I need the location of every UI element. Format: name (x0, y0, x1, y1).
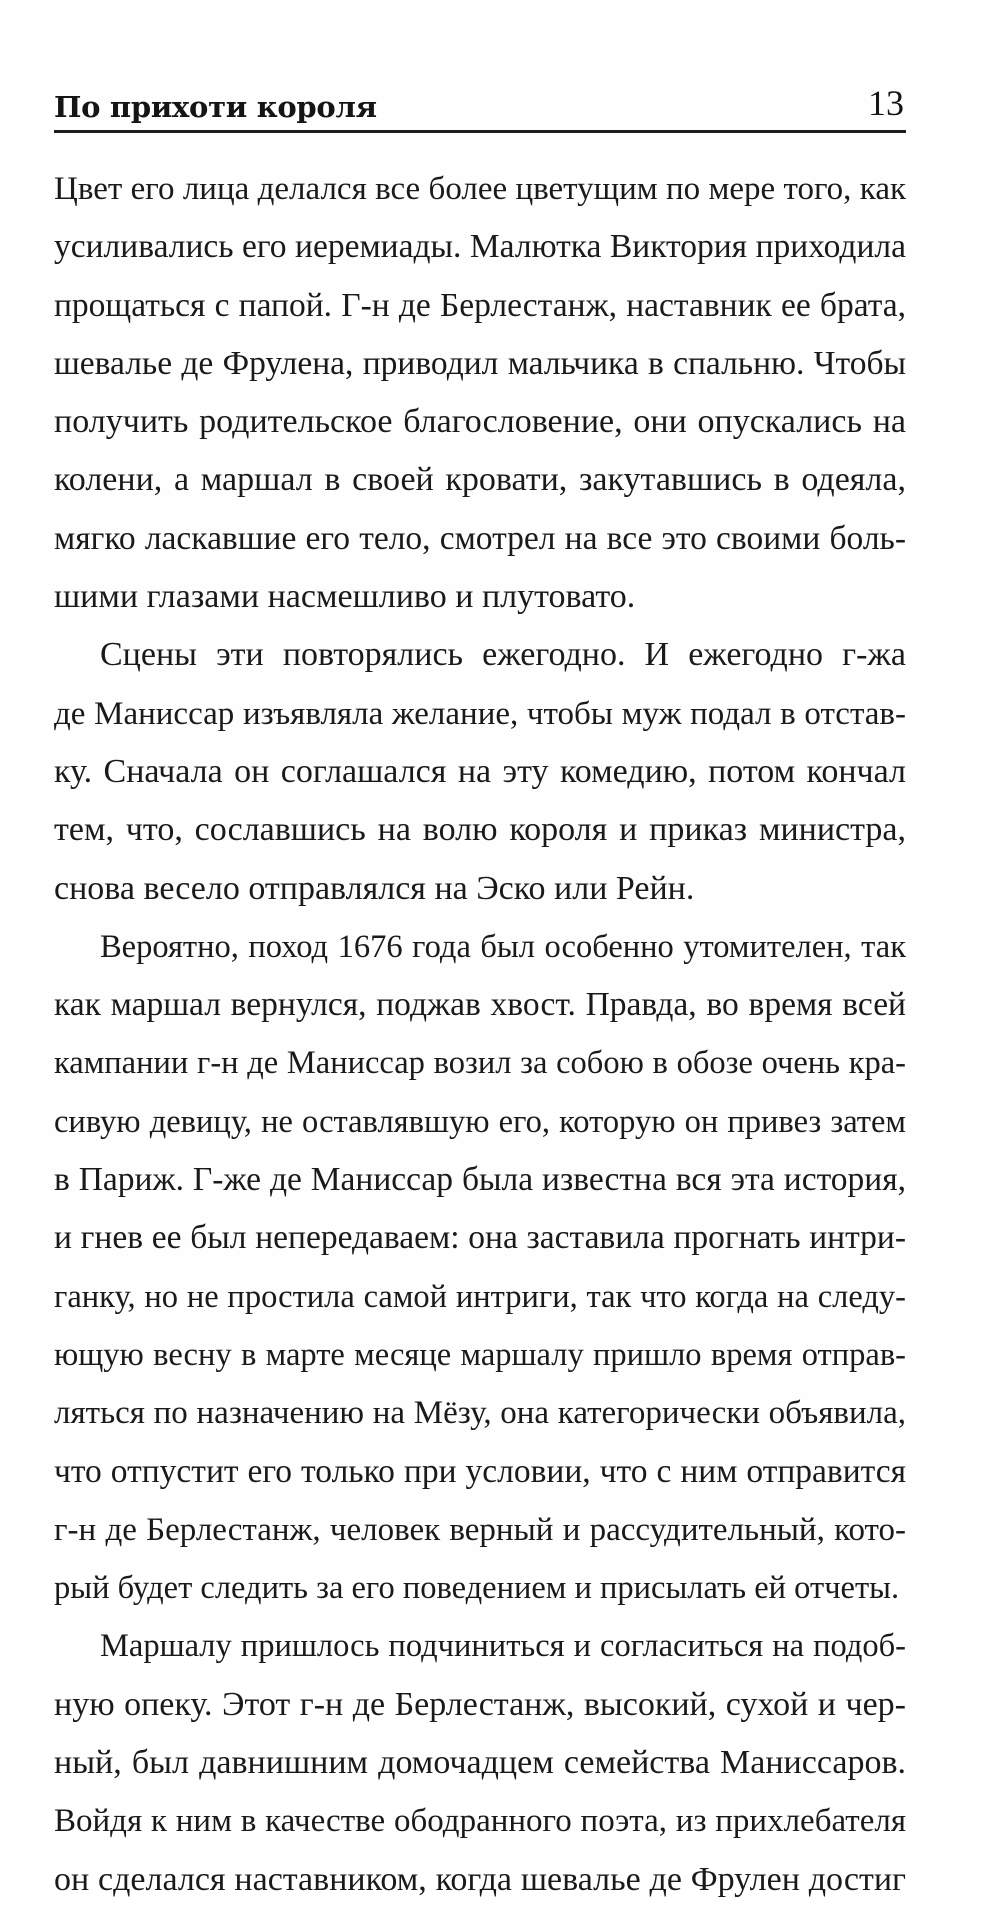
text-line: в Париж. Г-же де Маниссар была известна вся эта история, (54, 1161, 906, 1199)
page-header (54, 78, 906, 133)
text-line: тем, что, сославшись на волю короля и приказ министра, (54, 811, 906, 849)
text-line: Маршалу пришлось подчиниться и согласиться на подоб- (100, 1628, 906, 1665)
text-line: ляться по назначению на Мёзу, она категорически объявила, (54, 1395, 906, 1432)
text-line: как маршал вернулся, поджав хвост. Правда, во время всей (54, 986, 906, 1024)
text-line: прощаться с папой. Г-н де Берлестанж, наставник ее брата, (54, 286, 906, 324)
text-line: ку. Сначала он соглашался на эту комедию, потом кончал (54, 752, 906, 790)
text-line: мягко ласкавшие его тело, смотрел на все это своими боль- (54, 519, 906, 557)
text-line: ганку, но не простила самой интриги, так что когда на следу- (54, 1278, 906, 1315)
text-line: кампании г-н де Маниссар возил за собою в обозе очень кра- (54, 1045, 906, 1082)
text-line: сивую девицу, не оставлявшую его, которую он привез затем (54, 1103, 906, 1140)
page-number: 13 (868, 83, 904, 123)
text-line: колени, а маршал в своей кровати, закутавшись в одеяла, (54, 461, 906, 499)
text-line: Сцены эти повторялись ежегодно. И ежегодно г-жа (100, 636, 906, 674)
text-line: рый будет следить за его поведением и присылать ей отчеты. (54, 1570, 900, 1607)
text-line: ющую весну в марте месяце маршалу пришло время отправ- (54, 1336, 906, 1373)
text-line: что отпустит его только при условии, что с ним отправится (54, 1452, 906, 1490)
text-line: ную опеку. Этот г-н де Берлестанж, высокий, сухой и чер- (54, 1685, 906, 1723)
body-text (54, 160, 906, 1909)
text-line: шими глазами насмешливо и плутовато. (54, 578, 636, 616)
text-line: усиливались его иеремиады. Малютка Виктория приходила (54, 228, 906, 266)
running-title: По прихоти короля (54, 90, 377, 124)
text-line: Войдя к ним в качестве ободранного поэта, из прихлебателя (54, 1803, 906, 1840)
text-line: он сделался наставником, когда шевалье де Фрулен достиг (54, 1860, 906, 1898)
text-line: де Маниссар изъявляла желание, чтобы муж подал в отстав- (54, 695, 906, 732)
text-line: Вероятно, поход 1676 года был особенно утомителен, так (100, 928, 906, 965)
text-line: ный, был давнишним домочадцем семейства Маниссаров. (54, 1744, 906, 1782)
text-line: шевалье де Фрулена, приводил мальчика в спальню. Чтобы (54, 344, 906, 382)
text-line: и гнев ее был непередаваем: она заставила прогнать интри- (54, 1219, 906, 1257)
text-line: Цвет его лица делался все более цветущим по мере того, как (54, 171, 906, 207)
text-line: получить родительское благословение, они опускались на (54, 403, 906, 441)
text-line: снова весело отправлялся на Эско или Рейн. (54, 869, 695, 907)
text-line: г-н де Берлестанж, человек верный и рассудительный, кото- (54, 1511, 906, 1548)
